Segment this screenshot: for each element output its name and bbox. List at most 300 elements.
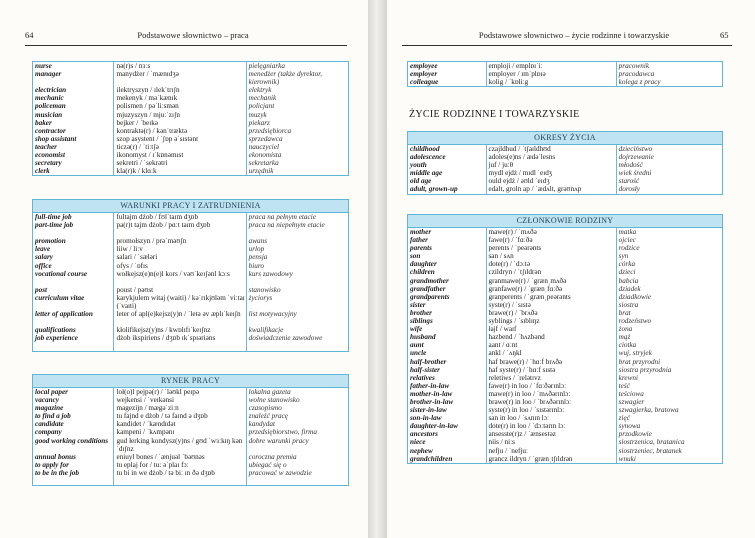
table-row — [408, 62, 722, 70]
pronunciation: perents / ˈpeərənts — [486, 244, 616, 252]
polish-translation: sprzedawca — [246, 135, 348, 143]
english-term: father-in-law — [410, 381, 450, 390]
english-term: middle age — [410, 169, 443, 178]
polish-translation: przedsiębiorstwo, firma — [246, 428, 348, 436]
english-term: half-sister — [410, 365, 440, 374]
table-row — [33, 412, 348, 420]
pronunciation: fawe(r) / ˈfɑːðə — [486, 236, 616, 244]
english-term: mechanic — [35, 94, 64, 103]
table-row — [33, 237, 348, 245]
table-row — [33, 469, 348, 485]
vocab-table-life-stages — [407, 131, 723, 195]
pronunciation: brawe(r) in loo / ˈbrʌðərɪnlɔː — [486, 398, 616, 406]
table-row — [408, 382, 722, 390]
pronunciation: reletiws / ˈrelətɪvz — [486, 374, 616, 382]
pronunciation: edalt, groln ap / ˈædʌlt, grəʊnʌp — [486, 185, 616, 193]
pronunciation: brawe(r) / ˈbrʌðə — [486, 309, 616, 317]
english-term: aunt — [410, 341, 424, 350]
pronunciation: dżob ikspiriens / dʒɒb ɪkˈspɪəriəns — [113, 334, 245, 350]
pronunciation: wejkensi / ˈveɪkənsi — [113, 396, 245, 404]
english-term: policeman — [35, 102, 66, 111]
english-term: good working conditions — [35, 436, 109, 445]
english-term: mother-in-law — [410, 389, 453, 398]
vocab-table-workplace — [407, 61, 723, 87]
english-term: salary — [35, 253, 53, 262]
vocab-table-family-members — [407, 214, 723, 464]
english-term: youth — [410, 161, 427, 170]
table-row — [33, 396, 348, 404]
polish-translation: doświadczenie zawodowe — [246, 334, 348, 350]
english-term: letter of application — [35, 310, 93, 319]
polish-translation: mąż — [616, 333, 722, 341]
polish-translation: dzieciństwo — [616, 145, 722, 153]
polish-translation: piekarz — [246, 119, 348, 127]
english-term: post — [35, 285, 47, 294]
table-row — [408, 228, 722, 236]
english-term: ancestors — [410, 430, 438, 439]
table-heading: OKRESY ŻYCIA — [408, 132, 722, 145]
pronunciation: mawe(r) / ˈmʌðə — [486, 228, 616, 236]
table-row — [33, 262, 348, 270]
english-term: job experience — [35, 334, 78, 343]
pronunciation: dote(r) in loo / ˈdɔːtərɪn lɔː — [486, 422, 616, 430]
english-term: brother — [410, 308, 432, 317]
english-term: mother — [410, 228, 432, 236]
table-row — [408, 422, 722, 430]
table-row — [33, 143, 348, 151]
polish-translation: znaleźć pracę — [246, 412, 348, 420]
english-term: teacher — [35, 142, 57, 151]
table-row — [408, 301, 722, 309]
book-gutter — [368, 0, 387, 538]
english-term: nephew — [410, 446, 433, 455]
pronunciation: manydżer / ˈmænɪdʒə — [113, 70, 245, 86]
polish-translation: dziadkowie — [616, 293, 722, 301]
polish-translation: kandydat — [246, 420, 348, 428]
pronunciation: loł(o)l pejpə(r) / ˈləʊkl peɪpə — [113, 388, 245, 396]
table-row — [33, 70, 348, 86]
pronunciation: syste(r) in loo / ˈsɪstərɪnlɔː — [486, 406, 616, 414]
polish-translation: ciotka — [616, 341, 722, 349]
table-row — [408, 185, 722, 193]
pronunciation: kłolifikejsz(y)ns / kwɒlɪfɪˈkeɪʃnz — [113, 326, 245, 334]
polish-translation: wnuki — [616, 455, 722, 463]
table-row — [33, 286, 348, 294]
polish-translation: kurs zawodowy — [246, 270, 348, 286]
table-heading: RYNEK PRACY — [33, 375, 348, 388]
table-row — [408, 177, 722, 185]
english-term: shop assistant — [35, 134, 77, 143]
polish-translation: pracować w zawodzie — [246, 469, 348, 485]
table-row — [33, 270, 348, 286]
table-row — [408, 285, 722, 293]
english-term: old age — [410, 177, 432, 186]
table-row — [408, 169, 722, 177]
table-row — [33, 420, 348, 428]
table-row — [408, 438, 722, 446]
polish-translation: urzędnik — [246, 167, 348, 175]
english-term: economist — [35, 151, 65, 160]
pronunciation: employer / ɪmˈplɒɪə — [486, 70, 616, 78]
pronunciation: ikonomyst / ɪˈkɒnəmɪst — [113, 151, 245, 159]
table-row — [408, 430, 722, 438]
pronunciation: grancz ildryn / ˈgrænˌtʃɪldrən — [486, 455, 616, 463]
pronunciation: łajf / waɪf — [486, 325, 616, 333]
polish-translation: ekonomista — [246, 151, 348, 159]
pronunciation: ofys / ˈɒfɪs — [113, 262, 245, 270]
polish-translation: wiek średni — [616, 169, 722, 177]
section-title: ŻYCIE RODZINNE I TOWARZYSKIE — [409, 109, 580, 120]
english-term: childhood — [410, 145, 440, 153]
polish-translation: synowa — [616, 422, 722, 430]
table-row — [408, 260, 722, 268]
table-row — [408, 277, 722, 285]
english-term: sister — [410, 300, 426, 309]
pronunciation: ansesste(r)z / ˈænsestəz — [486, 430, 616, 438]
table-row — [408, 153, 722, 161]
page-number: 64 — [25, 30, 34, 40]
english-term: relatives — [410, 373, 435, 382]
pronunciation: adoles(e)ns / ædəˈlesns — [486, 153, 616, 161]
pronunciation: syblings / ˈsɪblɪŋz — [486, 317, 616, 325]
pronunciation: haf syste(r) / ˈhɑːf sɪstə — [486, 366, 616, 374]
english-term: father — [410, 236, 428, 245]
english-term: manager — [35, 70, 62, 79]
left-page — [0, 0, 368, 538]
english-term: office — [35, 261, 52, 270]
english-term: candidate — [35, 420, 64, 429]
polish-translation: teść — [616, 382, 722, 390]
polish-translation: siostrzeniec, bratanek — [616, 447, 722, 455]
english-term: employee — [410, 62, 438, 70]
english-term: sister-in-law — [410, 406, 447, 415]
polish-translation: stanowisko — [246, 286, 348, 294]
polish-translation: matka — [616, 228, 722, 236]
pronunciation: granmawe(r) / ˈgrænˌmʌðə — [486, 277, 616, 285]
polish-translation: muzyk — [246, 111, 348, 119]
pronunciation: syste(r) / ˈsɪstə — [486, 301, 616, 309]
english-term: grandchildren — [410, 454, 453, 463]
pronunciation: san / sʌn — [486, 252, 616, 260]
polish-translation: szwagierka, bratowa — [616, 406, 722, 414]
polish-translation: brat przyrodni — [616, 358, 722, 366]
pronunciation: leter of apl(e)kejsz(y)n / ˈletə əv æplɪˈkeɪʃn — [113, 310, 245, 326]
english-term: annual bonus — [35, 452, 76, 461]
table-row — [408, 161, 722, 169]
english-term: vacancy — [35, 396, 59, 405]
english-term: magazine — [35, 404, 64, 413]
polish-translation: ubiegać się o — [246, 461, 348, 469]
polish-translation: brat — [616, 309, 722, 317]
pronunciation: nə(r)s / nɜːs — [113, 62, 245, 70]
english-term: part-time job — [35, 221, 74, 230]
polish-translation: dobre warunki pracy — [246, 437, 348, 453]
pronunciation: tu eplaj for / tu: əˈplaɪ fɔː — [113, 461, 245, 469]
polish-translation: biuro — [246, 262, 348, 270]
pronunciation: liiw / liːv — [113, 245, 245, 253]
polish-translation: praca na niepełnym etacie — [246, 221, 348, 237]
table-row — [33, 404, 348, 412]
polish-translation: dorosły — [616, 185, 722, 193]
polish-translation: przedsiębiorca — [246, 127, 348, 135]
polish-translation: zięć — [616, 414, 722, 422]
pronunciation: fultajm dżob / fʊlˈtaɪm dʒɒb — [113, 213, 245, 221]
polish-translation: życiorys — [246, 294, 348, 310]
english-term: brother-in-law — [410, 397, 454, 406]
running-head: Podstawowe słownictwo – życie rodzinne i towarzyskie — [478, 30, 670, 40]
english-term: half-brother — [410, 357, 447, 366]
polish-translation: menedżer (także dyrektor, kierownik) — [246, 70, 348, 86]
english-term: contractor — [35, 126, 66, 135]
english-term: nurse — [35, 62, 52, 70]
polish-translation: lokalna gazeta — [246, 388, 348, 396]
table-heading: CZŁONKOWIE RODZINY — [408, 215, 722, 228]
english-term: to be in the job — [35, 468, 79, 477]
english-term: grandfather — [410, 284, 446, 293]
pronunciation: granperents / ˈgrænˌpeərənts — [486, 293, 616, 301]
table-row — [33, 437, 348, 453]
pronunciation: promołszyn / prəˈməʊʃn — [113, 237, 245, 245]
pronunciation: granfawe(r) / ˈgrænˌfɑːðə — [486, 285, 616, 293]
polish-translation: żona — [616, 325, 722, 333]
polish-translation: kolega z pracy — [616, 78, 722, 86]
table-row — [33, 310, 348, 326]
polish-translation: urlop — [246, 245, 348, 253]
english-term: colleague — [410, 78, 439, 87]
polish-translation: dzieci — [616, 268, 722, 276]
pronunciation: mawe(r) in loo / ˈmʌðərɪnlɔː — [486, 390, 616, 398]
table-row — [33, 326, 348, 334]
table-row — [33, 453, 348, 461]
table-row — [408, 374, 722, 382]
polish-translation: młodość — [616, 161, 722, 169]
english-term: wife — [410, 325, 423, 334]
english-term: adolescence — [410, 153, 446, 162]
polish-translation: pracodawca — [616, 70, 722, 78]
pronunciation: magezijn / mægəˈziːn — [113, 404, 245, 412]
pronunciation: kla(r)k / klɑːk — [113, 167, 245, 175]
pronunciation: kandidet / ˈkændɪdət — [113, 420, 245, 428]
pronunciation: karykjulem witaj (waiti) / kəˈrɪkjʊləm ˈviːtaɪ (ˈvaɪti) — [113, 294, 245, 310]
table-row — [33, 334, 348, 350]
header-rule — [402, 45, 732, 46]
table-row — [408, 349, 722, 357]
table-row — [408, 145, 722, 153]
pronunciation: polismen / pəˈliːsmən — [113, 102, 245, 110]
polish-translation: nauczyciel — [246, 143, 348, 151]
pronunciation: juf / juːθ — [486, 161, 616, 169]
pronunciation: ould ejdż / əʊld ˈeɪdʒ — [486, 177, 616, 185]
english-term: parents — [410, 244, 432, 253]
english-term: daughter-in-law — [410, 422, 458, 431]
polish-translation: syn — [616, 252, 722, 260]
table-row — [408, 358, 722, 366]
table-row — [33, 127, 348, 135]
table-row — [33, 213, 348, 221]
table-row — [408, 268, 722, 276]
polish-translation: krewni — [616, 374, 722, 382]
english-term: grandparents — [410, 292, 450, 301]
header-rule — [25, 45, 347, 46]
vocab-table-working-conditions — [32, 199, 349, 352]
table-heading: WARUNKI PRACY I ZATRUDNIENIA — [33, 200, 348, 213]
english-term: children — [410, 268, 435, 277]
polish-translation: teściowa — [616, 390, 722, 398]
table-row — [33, 111, 348, 119]
pronunciation: tu bi in we dżob / tə biː ɪn ðə dʒɒb — [113, 469, 245, 485]
table-row — [408, 293, 722, 301]
english-term: siblings — [410, 317, 433, 326]
table-row — [408, 317, 722, 325]
right-page — [387, 0, 755, 538]
pronunciation: kontraktə(r) / kənˈtræktə — [113, 127, 245, 135]
table-row — [408, 244, 722, 252]
pronunciation: dote(r) / ˈdɔːtə — [486, 260, 616, 268]
table-row — [33, 253, 348, 261]
pronunciation: ticzə(r) / ˈtiːtʃə — [113, 143, 245, 151]
pronunciation: wołkejsz(e)n(e)l kors / vəʊˈkeɪʃənl kɔːs — [113, 270, 245, 286]
polish-translation: rodzeństwo — [616, 317, 722, 325]
polish-translation: awans — [246, 237, 348, 245]
table-row — [408, 341, 722, 349]
english-term: employer — [410, 70, 438, 79]
pronunciation: kampeni / ˈkʌmpənɪ — [113, 428, 245, 436]
table-row — [408, 406, 722, 414]
vocab-table-jobs — [32, 61, 349, 176]
polish-translation: wolne stanowisko — [246, 396, 348, 404]
pronunciation: kolig / ˈkɒliːg — [486, 78, 616, 86]
table-row — [408, 414, 722, 422]
pronunciation: aant / ɑːnt — [486, 341, 616, 349]
table-row — [33, 388, 348, 396]
pronunciation: ilektryszyn / ɪlekˈtrɪʃn — [113, 86, 245, 94]
polish-translation: wuj, stryjek — [616, 349, 722, 357]
english-term: electrician — [35, 86, 67, 95]
table-row — [33, 245, 348, 253]
english-term: local paper — [35, 388, 68, 396]
table-row — [408, 398, 722, 406]
polish-translation: szwagier — [616, 398, 722, 406]
pronunciation: ankl / ˈʌŋkl — [486, 349, 616, 357]
english-term: curriculum vitae — [35, 293, 85, 302]
pronunciation: pa(r)t tajm dżob / pɑːt taɪm dʒɒb — [113, 221, 245, 237]
table-row — [408, 366, 722, 374]
pronunciation: tu fajnd e dżob / tə faɪnd ə dʒɒb — [113, 412, 245, 420]
table-row — [33, 294, 348, 310]
pronunciation: mekenyk / məˈkænɪk — [113, 94, 245, 102]
polish-translation: pracownik — [616, 62, 722, 70]
english-term: clerk — [35, 167, 50, 176]
polish-translation: przodkowie — [616, 430, 722, 438]
table-row — [33, 94, 348, 102]
table-row — [33, 428, 348, 436]
polish-translation: mechanik — [246, 94, 348, 102]
table-row — [33, 119, 348, 127]
pronunciation: nefju / ˈnefjuː — [486, 447, 616, 455]
polish-translation: czasopismo — [246, 404, 348, 412]
english-term: adult, grown-up — [410, 185, 458, 194]
table-row — [408, 236, 722, 244]
table-row — [33, 86, 348, 94]
polish-translation: dziadek — [616, 285, 722, 293]
table-row — [33, 461, 348, 469]
english-term: baker — [35, 118, 52, 127]
english-term: secretary — [35, 159, 62, 168]
table-row — [33, 151, 348, 159]
pronunciation: gud łerking kondysz(y)ns / gʊd ˈwɜːkɪŋ kənˈdɪʃnz — [113, 437, 245, 453]
running-head: Podstawowe słownictwo – praca — [137, 30, 249, 40]
pronunciation: mydl ejdż / mɪdl ˈeɪdʒ — [486, 169, 616, 177]
pronunciation: bejker / ˈbeɪkə — [113, 119, 245, 127]
english-term: full-time job — [35, 213, 72, 221]
pronunciation: san in loo / ˈsʌnɪn lɔː — [486, 414, 616, 422]
polish-translation: rodzice — [616, 244, 722, 252]
english-term: uncle — [410, 349, 427, 358]
pronunciation: sekretri / ˈsekrətri — [113, 159, 245, 167]
table-row — [33, 135, 348, 143]
table-row — [408, 252, 722, 260]
pronunciation: poust / pəʊst — [113, 286, 245, 294]
table-row — [33, 167, 348, 175]
english-term: to find a job — [35, 412, 71, 421]
english-term: to apply for — [35, 460, 69, 469]
table-row — [408, 455, 722, 463]
polish-translation: ojciec — [616, 236, 722, 244]
table-row — [408, 390, 722, 398]
polish-translation: praca na pełnym etacie — [246, 213, 348, 221]
pronunciation: emploji / emplɒɪˈiː — [486, 62, 616, 70]
pronunciation: hazbend / ˈhʌzbənd — [486, 333, 616, 341]
table-row — [408, 325, 722, 333]
pronunciation: salari / ˈsæləri — [113, 253, 245, 261]
pronunciation: fawe(r) in loo / ˈfɑːðərɪnlɔː — [486, 382, 616, 390]
pronunciation: czajldhud / ˈtʃaɪldhʊd — [486, 145, 616, 153]
pronunciation: mjuzyszyn / mjuːˈzɪʃn — [113, 111, 245, 119]
polish-translation: kwalifikacje — [246, 326, 348, 334]
english-term: daughter — [410, 260, 437, 269]
polish-translation: elektryk — [246, 86, 348, 94]
english-term: son — [410, 252, 421, 261]
table-row — [408, 333, 722, 341]
polish-translation: pielęgniarka — [246, 62, 348, 70]
english-term: qualifications — [35, 326, 76, 335]
pronunciation: niis / niːs — [486, 438, 616, 446]
polish-translation: list motywacyjny — [246, 310, 348, 326]
english-term: grandmother — [410, 276, 449, 285]
polish-translation: córka — [616, 260, 722, 268]
english-term: company — [35, 428, 62, 437]
polish-translation: siostra przyrodnia — [616, 366, 722, 374]
english-term: vocational course — [35, 269, 88, 278]
table-row — [408, 447, 722, 455]
polish-translation: policjant — [246, 102, 348, 110]
page-number: 65 — [720, 30, 729, 40]
english-term: leave — [35, 245, 51, 254]
polish-translation: babcia — [616, 277, 722, 285]
pronunciation: czildryn / ˈtʃɪldrən — [486, 268, 616, 276]
table-row — [33, 62, 348, 70]
polish-translation: coroczna premia — [246, 453, 348, 461]
table-row — [33, 102, 348, 110]
polish-translation: dojrzewanie — [616, 153, 722, 161]
table-row — [408, 70, 722, 78]
pronunciation: eniuyl bones / ˈænjuəl ˈbəʊnəs — [113, 453, 245, 461]
table-row — [408, 309, 722, 317]
english-term: niece — [410, 438, 426, 447]
english-term: son-in-law — [410, 414, 442, 423]
english-term: husband — [410, 333, 436, 342]
polish-translation: siostra — [616, 301, 722, 309]
